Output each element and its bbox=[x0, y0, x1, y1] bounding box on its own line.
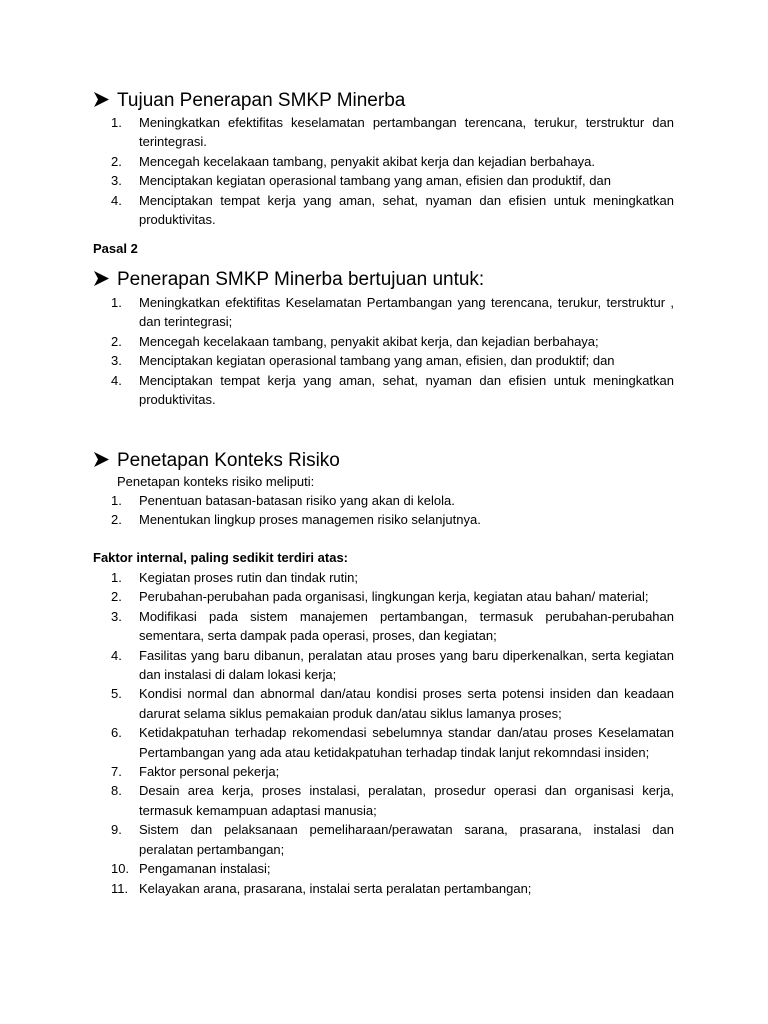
list-item bbox=[111, 568, 674, 587]
list-item bbox=[111, 684, 674, 723]
list-item bbox=[111, 351, 674, 370]
section2-heading-text: Penerapan SMKP Minerba bertujuan untuk: bbox=[117, 269, 485, 290]
list-item-number: 1. bbox=[111, 493, 122, 508]
arrow-bullet-icon bbox=[93, 88, 117, 112]
list-item-number: 2. bbox=[111, 589, 122, 605]
section4-heading: Faktor internal, paling sedikit terdiri atas: bbox=[93, 550, 349, 565]
list-item-text: Kondisi normal dan abnormal dan/atau kondisi proses serta potensi insiden dan keadaan darurat selama siklus pemakaian produk dan/atau siklus lamanya proses; bbox=[139, 686, 674, 721]
list-item-text: Pengamanan instalasi; bbox=[139, 861, 271, 877]
list-item-number: 11. bbox=[111, 880, 129, 896]
list-item-number: 2. bbox=[111, 333, 122, 349]
list-item-text: Fasilitas yang baru dibanun, peralatan atau proses yang baru diperkenalkan, serta kegiatan dan instalasi di dalam lokasi kerja; bbox=[139, 647, 674, 683]
list-item-number: 5. bbox=[111, 686, 122, 702]
section3-list bbox=[111, 491, 674, 530]
list-item bbox=[111, 781, 674, 820]
section1-heading-text: Tujuan Penerapan SMKP Minerba bbox=[117, 90, 406, 111]
list-item-text: Sistem dan pelaksanaan pemeliharaan/perawatan sarana, prasarana, instalasi dan peralatan pertambangan; bbox=[139, 822, 674, 857]
list-item-text: Desain area kerja, proses instalasi, peralatan, prosedur operasi dan organisasi kerja, termasuk kemampuan adaptasi manusia; bbox=[139, 783, 674, 818]
list-item-text: Mencegah kecelakaan tambang, penyakit akibat kerja dan kejadian berbahaya. bbox=[139, 153, 596, 169]
list-item-text: Menentukan lingkup proses managemen risiko selanjutnya. bbox=[139, 512, 481, 528]
list-item-number: 9. bbox=[111, 822, 122, 838]
list-item bbox=[111, 859, 674, 878]
list-item-text: Kelayakan arana, prasarana, instalai serta peralatan pertambangan; bbox=[139, 880, 532, 896]
list-item-text: Menciptakan tempat kerja yang aman, sehat, nyaman dan efisien untuk meningkatkan produktivitas. bbox=[139, 372, 674, 408]
list-item-text: Perubahan-perubahan pada organisasi, lingkungan kerja, kegiatan atau bahan/ material; bbox=[139, 589, 649, 605]
list-item-number: 2. bbox=[111, 512, 122, 528]
list-item-text: Modifikasi pada sistem manajemen pertambangan, termasuk perubahan-perubahan sementara, serta dampak pada operasi, proses, dan kegiatan; bbox=[139, 608, 674, 644]
list-item bbox=[111, 491, 674, 510]
list-item-number: 1. bbox=[111, 295, 122, 310]
list-item bbox=[111, 762, 674, 781]
section3-heading bbox=[93, 448, 340, 473]
list-item bbox=[111, 587, 674, 606]
list-item bbox=[111, 191, 674, 230]
list-item bbox=[111, 113, 674, 152]
list-item-text: Meningkatkan efektifitas keselamatan pertambangan terencana, terukur, terstruktur dan terintegrasi. bbox=[139, 115, 674, 150]
list-item-number: 6. bbox=[111, 725, 122, 741]
section3-heading-text: Penetapan Konteks Risiko bbox=[117, 450, 340, 471]
list-item-number: 2. bbox=[111, 153, 122, 169]
list-item-text: Kegiatan proses rutin dan tindak rutin; bbox=[139, 570, 358, 585]
list-item-number: 4. bbox=[111, 192, 122, 208]
list-item bbox=[111, 171, 674, 190]
list-item-text: Mencegah kecelakaan tambang, penyakit akibat kerja, dan kejadian berbahaya; bbox=[139, 333, 599, 349]
list-item-text: Menciptakan kegiatan operasional tambang yang aman, efisien, dan produktif; dan bbox=[139, 353, 615, 369]
list-item bbox=[111, 371, 674, 410]
list-item-text: Menciptakan tempat kerja yang aman, sehat, nyaman dan efisien untuk meningkatkan produktivitas. bbox=[139, 192, 674, 228]
list-item bbox=[111, 820, 674, 859]
list-item-number: 3. bbox=[111, 353, 122, 369]
list-item-number: 4. bbox=[111, 372, 122, 388]
section4-list bbox=[111, 568, 674, 898]
list-item-number: 7. bbox=[111, 764, 122, 780]
list-item-number: 1. bbox=[111, 115, 122, 130]
list-item bbox=[111, 607, 674, 646]
list-item bbox=[111, 646, 674, 685]
list-item-number: 10. bbox=[111, 861, 130, 877]
list-item-text: Penentuan batasan-batasan risiko yang akan di kelola. bbox=[139, 493, 455, 508]
arrow-bullet-icon bbox=[93, 267, 117, 291]
pasal-label: Pasal 2 bbox=[93, 241, 138, 256]
list-item-text: Meningkatkan efektifitas Keselamatan Pertambangan yang terencana, terukur, terstruktur , dan terintegrasi; bbox=[139, 295, 674, 330]
list-item-number: 1. bbox=[111, 570, 122, 585]
list-item-number: 4. bbox=[111, 647, 122, 663]
arrow-bullet-icon bbox=[93, 448, 117, 472]
list-item bbox=[111, 293, 674, 332]
list-item bbox=[111, 723, 674, 762]
section1-list bbox=[111, 113, 674, 229]
list-item bbox=[111, 152, 674, 171]
list-item-number: 3. bbox=[111, 608, 122, 624]
list-item-text: Faktor personal pekerja; bbox=[139, 764, 280, 780]
list-item bbox=[111, 879, 674, 898]
list-item-number: 3. bbox=[111, 173, 122, 189]
section3-intro: Penetapan konteks risiko meliputi: bbox=[117, 474, 315, 489]
section2-heading bbox=[93, 267, 484, 292]
section1-heading bbox=[93, 88, 405, 113]
list-item bbox=[111, 510, 674, 529]
list-item-number: 8. bbox=[111, 783, 122, 799]
list-item-text: Menciptakan kegiatan operasional tambang yang aman, efisien dan produktif, dan bbox=[139, 173, 611, 189]
list-item-text: Ketidakpatuhan terhadap rekomendasi sebelumnya standar dan/atau proses Keselamatan Pertambangan yang ada atau ketidakpatuhan terhadap tindak lanjut rekomndasi insiden; bbox=[139, 725, 674, 760]
section2-list bbox=[111, 293, 674, 409]
list-item bbox=[111, 332, 674, 351]
